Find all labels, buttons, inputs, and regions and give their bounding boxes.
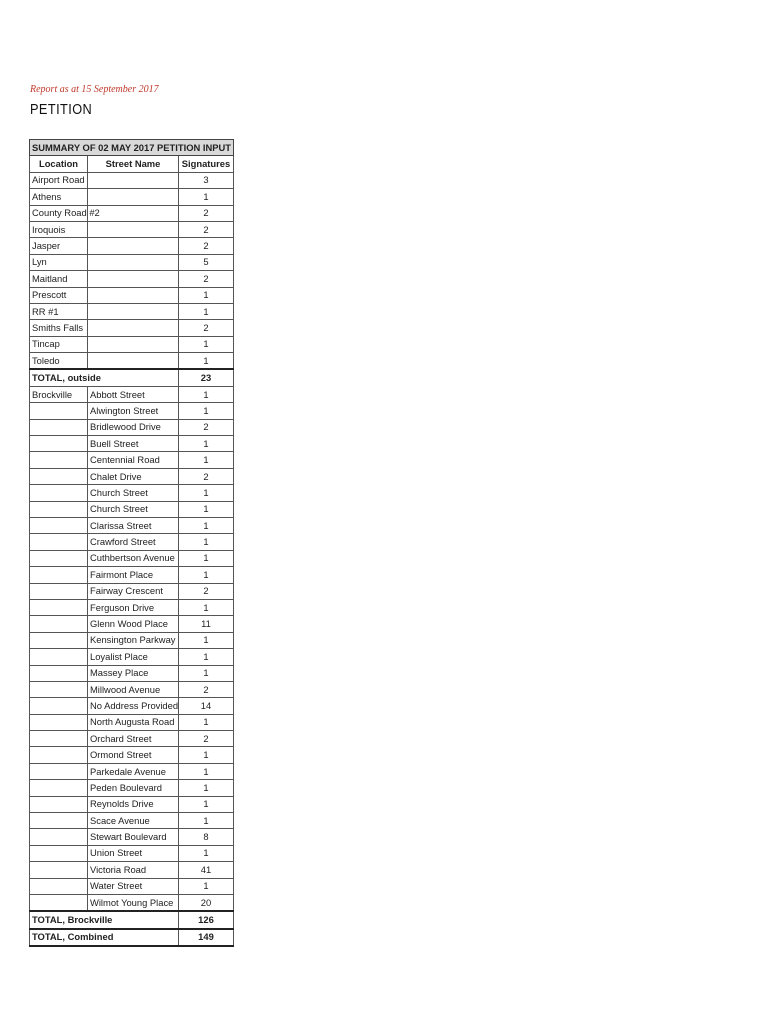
street-cell [88, 287, 179, 303]
total-combined-row [30, 929, 234, 946]
signatures-cell: 1 [179, 845, 234, 861]
location-cell [30, 550, 88, 566]
table-header-row [30, 156, 234, 172]
signatures-cell: 1 [179, 189, 234, 205]
location-cell [30, 452, 88, 468]
signatures-cell: 2 [179, 583, 234, 599]
total-brockville-row [30, 911, 234, 928]
signatures-cell: 2 [179, 468, 234, 484]
signatures-cell: 1 [179, 452, 234, 468]
table-row [30, 599, 234, 615]
location-cell: Maitland [30, 271, 88, 287]
location-cell [30, 829, 88, 845]
total-combined-label: TOTAL, Combined [30, 929, 179, 946]
street-cell: Crawford Street [88, 534, 179, 550]
table-row [30, 665, 234, 681]
table-row [30, 271, 234, 287]
table-row [30, 205, 234, 221]
street-cell [88, 189, 179, 205]
street-cell: Reynolds Drive [88, 796, 179, 812]
signatures-cell: 1 [179, 336, 234, 352]
street-cell [88, 221, 179, 237]
location-cell: Toledo [30, 353, 88, 370]
table-row [30, 172, 234, 188]
table-caption: SUMMARY OF 02 MAY 2017 PETITION INPUT [30, 140, 234, 156]
total-brockville-value: 126 [179, 911, 234, 928]
table-row [30, 649, 234, 665]
street-cell: Church Street [88, 485, 179, 501]
table-row [30, 796, 234, 812]
table-row [30, 583, 234, 599]
table-row [30, 221, 234, 237]
street-cell: Peden Boulevard [88, 780, 179, 796]
signatures-cell: 2 [179, 681, 234, 697]
signatures-cell: 2 [179, 271, 234, 287]
street-cell: Ormond Street [88, 747, 179, 763]
location-cell [30, 763, 88, 779]
signatures-cell: 2 [179, 221, 234, 237]
table-row [30, 681, 234, 697]
location-cell [30, 813, 88, 829]
table-row [30, 238, 234, 254]
location-cell [30, 845, 88, 861]
location-cell [30, 747, 88, 763]
table-row [30, 485, 234, 501]
location-cell [30, 436, 88, 452]
signatures-cell: 41 [179, 862, 234, 878]
table-row [30, 862, 234, 878]
signatures-cell: 2 [179, 419, 234, 435]
signatures-cell: 1 [179, 714, 234, 730]
table-body [30, 172, 234, 946]
location-cell [30, 534, 88, 550]
signatures-cell: 1 [179, 567, 234, 583]
total-brockville-label: TOTAL, Brockville [30, 911, 179, 928]
table-row [30, 419, 234, 435]
location-cell [30, 468, 88, 484]
street-cell: Fairway Crescent [88, 583, 179, 599]
signatures-cell: 14 [179, 698, 234, 714]
location-cell: Tincap [30, 336, 88, 352]
signatures-cell: 1 [179, 403, 234, 419]
signatures-cell: 2 [179, 205, 234, 221]
street-cell: Loyalist Place [88, 649, 179, 665]
signatures-cell: 1 [179, 287, 234, 303]
location-cell [30, 403, 88, 419]
table-row [30, 763, 234, 779]
table-row [30, 320, 234, 336]
street-cell: Parkedale Avenue [88, 763, 179, 779]
table-row [30, 829, 234, 845]
location-cell [30, 567, 88, 583]
header-signatures: Signatures [179, 156, 234, 172]
table-row [30, 747, 234, 763]
signatures-cell: 2 [179, 731, 234, 747]
table-row [30, 287, 234, 303]
street-cell: Kensington Parkway [88, 632, 179, 648]
street-cell: Water Street [88, 878, 179, 894]
street-cell: Ferguson Drive [88, 599, 179, 615]
location-cell: Iroquois [30, 221, 88, 237]
signatures-cell: 2 [179, 238, 234, 254]
street-cell [88, 238, 179, 254]
location-cell [30, 583, 88, 599]
table-caption-row [30, 140, 234, 156]
petition-summary-table [29, 139, 234, 947]
table-row [30, 501, 234, 517]
table-row [30, 567, 234, 583]
table-row [30, 353, 234, 370]
street-cell [88, 254, 179, 270]
table-row [30, 878, 234, 894]
street-cell: Alwington Street [88, 403, 179, 419]
signatures-cell: 1 [179, 550, 234, 566]
street-cell: Massey Place [88, 665, 179, 681]
street-cell: Stewart Boulevard [88, 829, 179, 845]
street-cell [88, 336, 179, 352]
street-cell: Victoria Road [88, 862, 179, 878]
table-row [30, 616, 234, 632]
total-outside-row [30, 369, 234, 386]
signatures-cell: 8 [179, 829, 234, 845]
signatures-cell: 1 [179, 599, 234, 615]
table-row [30, 550, 234, 566]
table-row [30, 780, 234, 796]
location-cell [30, 698, 88, 714]
location-cell [30, 501, 88, 517]
street-cell: Abbott Street [88, 386, 179, 402]
location-cell [30, 796, 88, 812]
signatures-cell: 1 [179, 501, 234, 517]
signatures-cell: 1 [179, 665, 234, 681]
signatures-cell: 20 [179, 894, 234, 911]
location-cell: Airport Road [30, 172, 88, 188]
street-cell: Church Street [88, 501, 179, 517]
signatures-cell: 5 [179, 254, 234, 270]
street-cell: Glenn Wood Place [88, 616, 179, 632]
signatures-cell: 1 [179, 780, 234, 796]
header-street-name: Street Name [88, 156, 179, 172]
street-cell: Union Street [88, 845, 179, 861]
table-row [30, 468, 234, 484]
table-row [30, 189, 234, 205]
location-cell: RR #1 [30, 303, 88, 319]
table-row [30, 534, 234, 550]
location-cell: Athens [30, 189, 88, 205]
street-cell [88, 320, 179, 336]
table-row [30, 452, 234, 468]
total-outside-label: TOTAL, outside [30, 369, 179, 386]
table-row [30, 731, 234, 747]
table-row [30, 517, 234, 533]
location-cell [30, 632, 88, 648]
signatures-cell: 1 [179, 813, 234, 829]
signatures-cell: 1 [179, 386, 234, 402]
table-row [30, 386, 234, 402]
signatures-cell: 1 [179, 878, 234, 894]
location-cell [30, 878, 88, 894]
location-cell [30, 665, 88, 681]
signatures-cell: 2 [179, 320, 234, 336]
document-title: PETITION [30, 101, 93, 118]
location-cell [30, 681, 88, 697]
petition-summary-table-wrapper [29, 139, 233, 947]
street-cell [88, 271, 179, 287]
location-cell: Prescott [30, 287, 88, 303]
table-row [30, 336, 234, 352]
location-cell [30, 485, 88, 501]
street-cell: Orchard Street [88, 731, 179, 747]
header-location: Location [30, 156, 88, 172]
table-row [30, 436, 234, 452]
location-cell [30, 616, 88, 632]
signatures-cell: 1 [179, 763, 234, 779]
location-cell [30, 862, 88, 878]
location-cell [30, 780, 88, 796]
signatures-cell: 1 [179, 303, 234, 319]
signatures-cell: 1 [179, 534, 234, 550]
street-cell: Millwood Avenue [88, 681, 179, 697]
signatures-cell: 1 [179, 649, 234, 665]
street-cell: Cuthbertson Avenue [88, 550, 179, 566]
signatures-cell: 3 [179, 172, 234, 188]
signatures-cell: 1 [179, 796, 234, 812]
street-cell: Buell Street [88, 436, 179, 452]
street-cell: Chalet Drive [88, 468, 179, 484]
location-cell: Jasper [30, 238, 88, 254]
total-combined-value: 149 [179, 929, 234, 946]
table-row [30, 403, 234, 419]
street-cell [88, 172, 179, 188]
location-cell [30, 599, 88, 615]
signatures-cell: 11 [179, 616, 234, 632]
street-cell: Wilmot Young Place [88, 894, 179, 911]
location-cell [30, 419, 88, 435]
table-row [30, 813, 234, 829]
location-cell [30, 517, 88, 533]
location-cell [30, 714, 88, 730]
signatures-cell: 1 [179, 485, 234, 501]
location-cell: County Road #2 [30, 205, 88, 221]
street-cell: Bridlewood Drive [88, 419, 179, 435]
street-cell: No Address Provided [88, 698, 179, 714]
table-row [30, 845, 234, 861]
signatures-cell: 1 [179, 436, 234, 452]
table-row [30, 894, 234, 911]
street-cell: Scace Avenue [88, 813, 179, 829]
report-date: Report as at 15 September 2017 [30, 84, 159, 95]
signatures-cell: 1 [179, 517, 234, 533]
street-cell [88, 205, 179, 221]
location-cell: Brockville [30, 386, 88, 402]
location-cell [30, 894, 88, 911]
table-row [30, 254, 234, 270]
location-cell: Smiths Falls [30, 320, 88, 336]
street-cell: Fairmont Place [88, 567, 179, 583]
street-cell: Centennial Road [88, 452, 179, 468]
table-row [30, 303, 234, 319]
street-cell [88, 303, 179, 319]
signatures-cell: 1 [179, 353, 234, 370]
table-row [30, 698, 234, 714]
street-cell: North Augusta Road [88, 714, 179, 730]
location-cell [30, 649, 88, 665]
location-cell: Lyn [30, 254, 88, 270]
signatures-cell: 1 [179, 747, 234, 763]
table-row [30, 714, 234, 730]
street-cell [88, 353, 179, 370]
table-row [30, 632, 234, 648]
location-cell [30, 731, 88, 747]
street-cell: Clarissa Street [88, 517, 179, 533]
signatures-cell: 1 [179, 632, 234, 648]
total-outside-value: 23 [179, 369, 234, 386]
